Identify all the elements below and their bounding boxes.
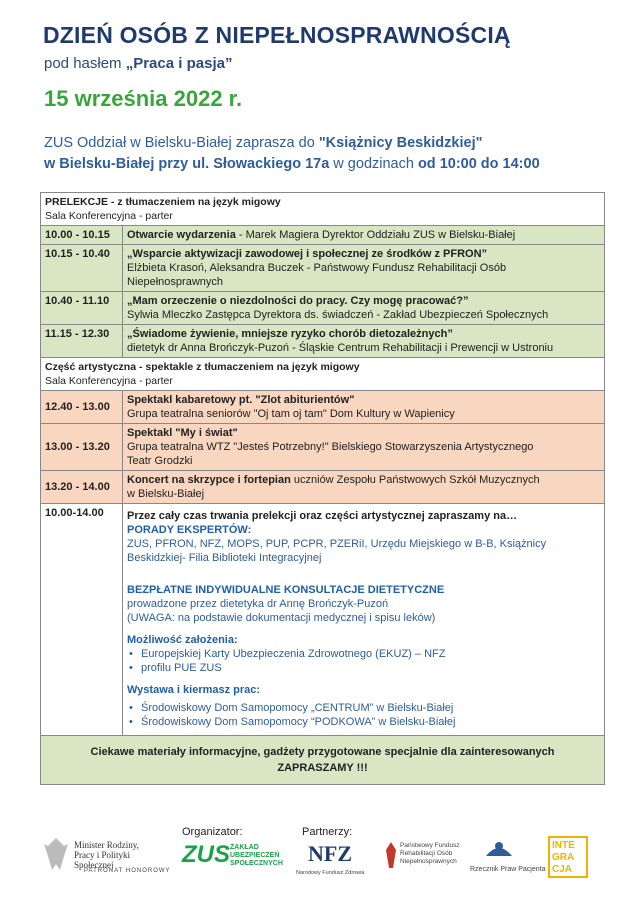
table-row: 10.15 - 10.40 „Wsparcie aktywizacji zawodowej i społecznej ze środków z PFRON” Elżbieta Krasoń, Aleksandra Buczek - Państwowy Fundusz Rehabilitacji Osób Niepełnosprawnych [41,245,605,292]
table-row: 10.00-14.00 Przez cały czas trwania prelekcji oraz części artystycznej zapraszamy na… PORADY EKSPERTÓW: ZUS, PFRON, NFZ, MOPS, PUP, PCPR, PZERiI, Urzędu Miejskiego w B-B, Książnicy Beskidzkiej- Filia Biblioteki Integracyjnej BEZPŁATNE INDYWIDUALNE KONSULTACJE DIETETYCZNE prowadzone przez dietetyka dr Annę Brończyk-Puzoń (UWAGA: na podstawie dokumentacji medycznej i spisu leków) Możliwość założenia: • Europejskiej Karty Ubezpieczenia Zdrowotnego (EKUZ) – NFZ • profilu PUE ZUS Wystawa i kiermasz prac: • Środowiskowy Dom Samopomocy „CENTRUM” w Bielsku-Białej • Środowiskowy Dom Samopomocy “PODKOWA” w Bielsku-Białej [41,504,605,736]
program-table [40,192,605,785]
table-row: 12.40 - 13.00 Spektakl kabaretowy pt. "Zlot abiturientów" Grupa teatralna seniorów "Oj tam oj tam" Dom Kultury w Wapienicy [41,391,605,424]
rpp-name: Rzecznik Praw Pacjenta [470,866,546,873]
table-row: 10.40 - 11.10 „Mam orzeczenie o niezdolności do pracy. Czy mogę pracować?” Sylwia Mleczko Zastępca Dyrektora ds. świadczeń - Zakład Ubezpieczeń Społecznych [41,292,605,325]
logos-bar [0,820,635,897]
eagle-emblem-icon [42,836,70,872]
nfz-name: Narodowy Fundusz Zdrowia [296,870,365,876]
section-lectures: PRELEKCJE - z tłumaczeniem na język migowy Sala Konferencyjna - parter [41,193,605,226]
invitation: ZUS Oddział w Bielsku-Białej zaprasza do "Książnicy Beskidzkiej" w Bielsku-Białej przy ul. Słowackiego 17a w godzinach od 10:00 do 14:00 [44,135,540,172]
nfz-logo: NFZ [308,841,352,866]
ministry-logo: Minister Rodziny, Pracy i Polityki Społecznej [74,840,139,870]
zus-name: ZAKŁAD UBEZPIECZEŃ SPOŁECZNYCH [230,844,283,867]
partners-label: Partnerzy: [302,826,353,838]
pfron-logo-icon [384,840,398,870]
integracja-logo: INTE GRA CJA [548,836,588,878]
section-art: Część artystyczna - spektakle z tłumaczeniem na język migowy Sala Konferencyjna - parter [41,358,605,391]
page-title: DZIEŃ OSÓB Z NIEPEŁNOSPRAWNOŚCIĄ [43,22,511,48]
event-date: 15 września 2022 r. [44,86,243,111]
rpp-logo-icon [484,838,514,862]
footer-note: Ciekawe materiały informacyjne, gadżety przygotowane specjalnie dla zainteresowanych ZAPRASZAMY !!! [41,736,605,785]
table-row: 11.15 - 12.30 „Świadome żywienie, mniejsze ryzyko chorób dietozależnych” dietetyk dr Anna Brończyk-Puzoń - Śląskie Centrum Rehabilitacji i Prewencji w Ustroniu [41,325,605,358]
table-row: 13.00 - 13.20 Spektakl "My i świat" Grupa teatralna WTZ "Jesteś Potrzebny!" Bielskiego Stowarzyszenia Artystycznego Teatr Grodzki [41,424,605,471]
patronage-text: PATRONAT HONOROWY [84,868,171,874]
organizer-label: Organizator: [182,826,243,838]
table-row: 10.00 - 10.15 Otwarcie wydarzenia - Marek Magiera Dyrektor Oddziału ZUS w Bielsku-Białej [41,226,605,245]
pfron-name: Państwowy Fundusz Rehabilitacji Osób Niepełnosprawnych [400,842,460,865]
table-row: 13.20 - 14.00 Koncert na skrzypce i fortepian uczniów Zespołu Państwowych Szkół Muzycznych w Bielsku-Białej [41,471,605,504]
motto: pod hasłem „Praca i pasja” [44,55,233,72]
zus-logo: ZUS [182,841,230,868]
